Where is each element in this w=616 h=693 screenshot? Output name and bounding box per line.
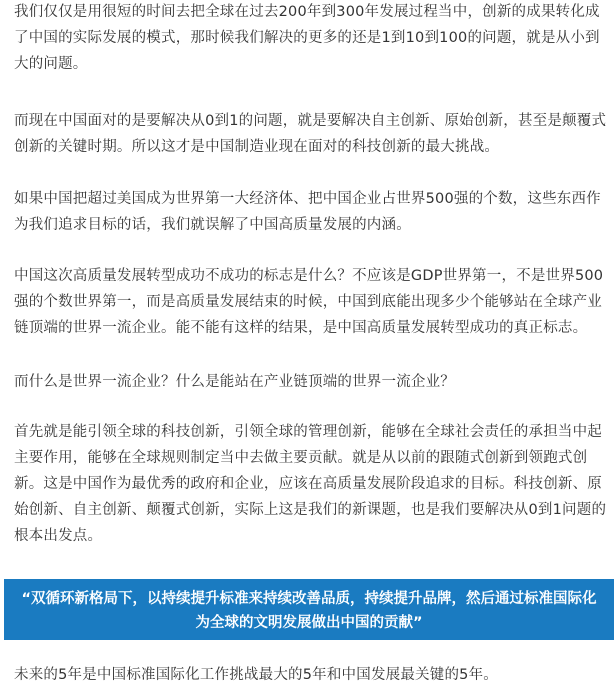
- article-paragraph: 而什么是世界一流企业？什么是能站在产业链顶端的世界一流企业？: [14, 374, 455, 390]
- article-paragraph: 如果中国把超过美国成为世界第一大经济体、把中国企业占世界500强的个数，这些东西作为我们追求目标的话，我们就误解了中国高质量发展的内涵。: [14, 191, 601, 233]
- pull-quote-text: “双循环新格局下，以持续提升标准来持续改善品质，持续提升品牌，然后通过标准国际化为全球的文明发展做出中国的贡献”: [21, 591, 597, 631]
- article-paragraph-last: 未来的5年是中国标准国际化工作挑战最大的5年和中国发展最关键的5年。: [14, 667, 498, 683]
- pull-quote: [4, 579, 614, 640]
- article-paragraph: 中国这次高质量发展转型成功不成功的标志是什么？不应该是GDP世界第一，不是世界500强的个数世界第一，而是高质量发展结束的时候，中国到底能出现多少个能够站在全球产业链顶端的世界一流企业。能不能有这样的结果，是中国高质量发展转型成功的真正标志。: [14, 268, 604, 336]
- article-paragraph: 首先就是能引领全球的科技创新，引领全球的管理创新，能够在全球社会责任的承担当中起主要作用，能够在全球规则制定当中去做主要贡献。就是从以前的跟随式创新到领跑式创新。这是中国作为最优秀的政府和企业，应该在高质量发展阶段追求的目标。科技创新、原始创新、自主创新、颠覆式创新，实际上这是我们的新课题，也是我们要解决从0到1问题的根本出发点。: [14, 424, 607, 544]
- article-paragraph: 而现在中国面对的是要解决从0到1的问题，就是要解决自主创新、原始创新，甚至是颠覆式创新的关键时期。所以这才是中国制造业现在面对的科技创新的最大挑战。: [14, 113, 607, 155]
- article-paragraph: 我们仅仅是用很短的时间去把全球在过去200年到300年发展过程当中，创新的成果转化成了中国的实际发展的模式，那时候我们解决的更多的还是1到10到100的问题，就是从小到大的问题。: [14, 4, 600, 72]
